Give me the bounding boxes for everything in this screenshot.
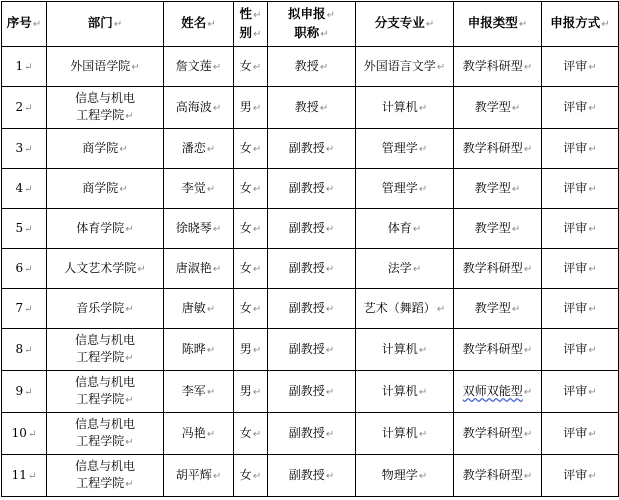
cell-method: 评审↵ (542, 47, 619, 87)
cell-dept: 信息与机电 工程学院↵ (47, 371, 164, 413)
cell-no: 8↵ (2, 329, 47, 371)
cell-method: 评审↵ (542, 329, 619, 371)
cell-type: 双师双能型↵ (454, 371, 542, 413)
cell-title: 副教授↵ (268, 209, 356, 249)
cell-title: 副教授↵ (268, 371, 356, 413)
table-row (2, 129, 619, 169)
cell-dept: 人文艺术学院↵ (47, 249, 164, 289)
table-row (2, 47, 619, 87)
table-body (2, 47, 619, 497)
cell-title: 教授↵ (268, 87, 356, 129)
header-no: 序号↵ (2, 2, 47, 47)
cell-type: 教学型↵ (454, 87, 542, 129)
header-type: 申报类型↵ (454, 2, 542, 47)
cell-method: 评审↵ (542, 249, 619, 289)
cell-dept: 信息与机电 工程学院↵ (47, 455, 164, 497)
cell-dept: 信息与机电 工程学院↵ (47, 413, 164, 455)
cell-name: 高海波↵ (164, 87, 234, 129)
cell-dept: 信息与机电 工程学院↵ (47, 87, 164, 129)
cell-type: 教学科研型↵ (454, 47, 542, 87)
cell-dept: 外国语学院↵ (47, 47, 164, 87)
header-dept: 部门↵ (47, 2, 164, 47)
cell-major: 外国语言文学↵ (356, 47, 454, 87)
cell-no: 11↵ (2, 455, 47, 497)
header-name: 姓名↵ (164, 2, 234, 47)
cell-title: 教授↵ (268, 47, 356, 87)
cell-type: 教学科研型↵ (454, 129, 542, 169)
cell-name: 潘恋↵ (164, 129, 234, 169)
cell-name: 詹文莲↵ (164, 47, 234, 87)
cell-title: 副教授↵ (268, 413, 356, 455)
cell-title: 副教授↵ (268, 289, 356, 329)
cell-gender: 女↵ (234, 169, 268, 209)
cell-no: 4↵ (2, 169, 47, 209)
cell-type: 教学科研型↵ (454, 455, 542, 497)
cell-name: 唐淑艳↵ (164, 249, 234, 289)
cell-name: 冯艳↵ (164, 413, 234, 455)
cell-gender: 女↵ (234, 413, 268, 455)
cell-no: 9↵ (2, 371, 47, 413)
cell-no: 6↵ (2, 249, 47, 289)
cell-name: 李觉↵ (164, 169, 234, 209)
cell-type: 教学型↵ (454, 209, 542, 249)
cell-gender: 男↵ (234, 329, 268, 371)
cell-dept: 商学院↵ (47, 129, 164, 169)
table-row (2, 413, 619, 455)
cell-dept: 信息与机电 工程学院↵ (47, 329, 164, 371)
cell-name: 唐敏↵ (164, 289, 234, 329)
cell-method: 评审↵ (542, 87, 619, 129)
table-row (2, 209, 619, 249)
cell-type: 教学科研型↵ (454, 249, 542, 289)
table-header-row (2, 2, 619, 47)
cell-method: 评审↵ (542, 413, 619, 455)
cell-major: 体育↵ (356, 209, 454, 249)
cell-major: 计算机↵ (356, 87, 454, 129)
table-row (2, 455, 619, 497)
cell-name: 胡平辉↵ (164, 455, 234, 497)
cell-gender: 男↵ (234, 87, 268, 129)
cell-title: 副教授↵ (268, 455, 356, 497)
table-row (2, 249, 619, 289)
cell-major: 法学↵ (356, 249, 454, 289)
cell-name: 徐晓琴↵ (164, 209, 234, 249)
cell-method: 评审↵ (542, 455, 619, 497)
cell-no: 2↵ (2, 87, 47, 129)
table-row (2, 169, 619, 209)
cell-type: 教学科研型↵ (454, 329, 542, 371)
cell-dept: 商学院↵ (47, 169, 164, 209)
cell-gender: 女↵ (234, 129, 268, 169)
cell-type: 教学科研型↵ (454, 413, 542, 455)
cell-gender: 女↵ (234, 249, 268, 289)
cell-gender: 女↵ (234, 209, 268, 249)
cell-method: 评审↵ (542, 371, 619, 413)
cell-no: 5↵ (2, 209, 47, 249)
cell-method: 评审↵ (542, 289, 619, 329)
table-row (2, 329, 619, 371)
header-method: 申报方式↵ (542, 2, 619, 47)
declaration-table (1, 1, 619, 497)
cell-name: 陈晔↵ (164, 329, 234, 371)
cell-title: 副教授↵ (268, 129, 356, 169)
cell-no: 1↵ (2, 47, 47, 87)
table-row (2, 289, 619, 329)
cell-gender: 女↵ (234, 289, 268, 329)
cell-major: 管理学↵ (356, 129, 454, 169)
cell-dept: 体育学院↵ (47, 209, 164, 249)
cell-method: 评审↵ (542, 169, 619, 209)
cell-gender: 女↵ (234, 47, 268, 87)
cell-major: 物理学↵ (356, 455, 454, 497)
table-row (2, 371, 619, 413)
cell-title: 副教授↵ (268, 329, 356, 371)
cell-method: 评审↵ (542, 129, 619, 169)
cell-gender: 女↵ (234, 455, 268, 497)
cell-major: 计算机↵ (356, 371, 454, 413)
cell-no: 10↵ (2, 413, 47, 455)
cell-dept: 音乐学院↵ (47, 289, 164, 329)
header-title: 拟申报↵ 职称↵ (268, 2, 356, 47)
cell-title: 副教授↵ (268, 249, 356, 289)
cell-method: 评审↵ (542, 209, 619, 249)
table-row (2, 87, 619, 129)
cell-gender: 男↵ (234, 371, 268, 413)
cell-name: 李军↵ (164, 371, 234, 413)
cell-no: 3↵ (2, 129, 47, 169)
cell-type: 教学型↵ (454, 169, 542, 209)
cell-major: 艺术（舞蹈）↵ (356, 289, 454, 329)
cell-major: 管理学↵ (356, 169, 454, 209)
cell-title: 副教授↵ (268, 169, 356, 209)
cell-type: 教学型↵ (454, 289, 542, 329)
header-gender: 性↵ 别↵ (234, 2, 268, 47)
cell-major: 计算机↵ (356, 413, 454, 455)
cell-major: 计算机↵ (356, 329, 454, 371)
cell-no: 7↵ (2, 289, 47, 329)
header-major: 分支专业↵ (356, 2, 454, 47)
